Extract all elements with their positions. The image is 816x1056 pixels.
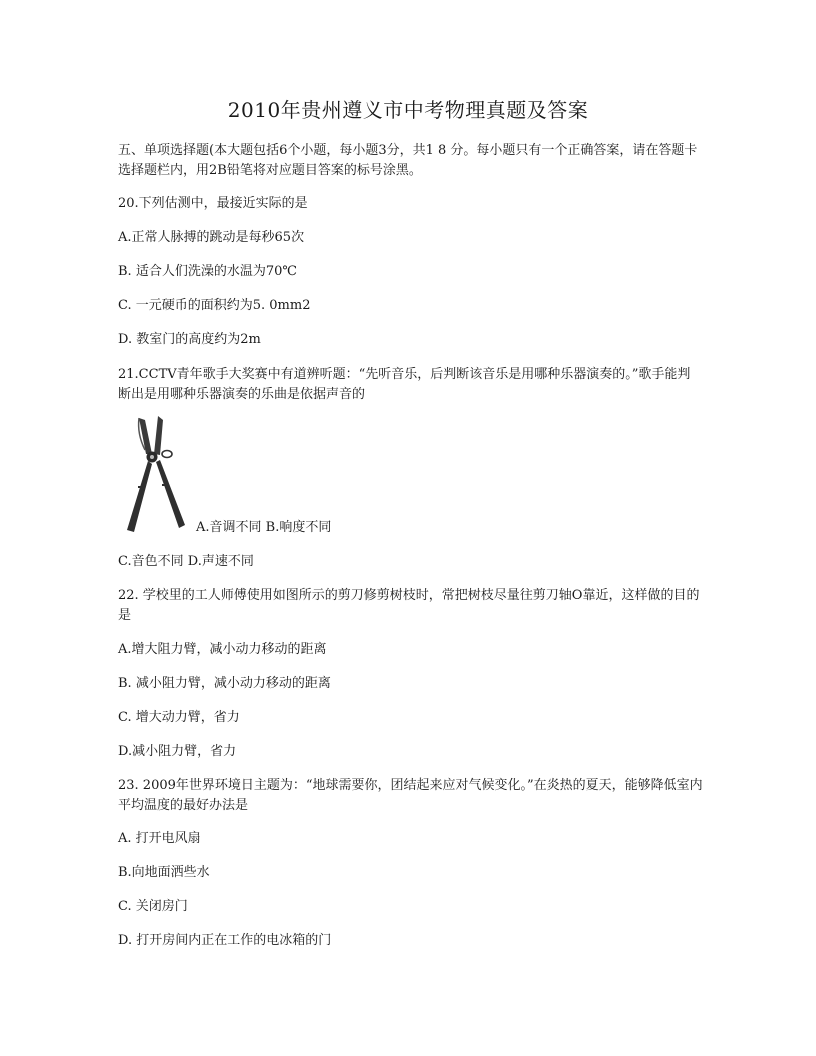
question-22-stem: 22. 学校里的工人师傅使用如图所示的剪刀修剪树枝时，常把树枝尽量往剪刀轴O靠近，这样做的目的是 <box>118 588 700 623</box>
question-20-option-b: B. 适合人们洗澡的水温为70℃ <box>118 264 297 279</box>
question-20-option-a: A.正常人脉搏的跳动是每秒65次 <box>118 230 305 245</box>
section-heading: 五、单项选择题(本大题包括6个小题，每小题3分，共1 8 分。每小题只有一个正确答案，请在答题卡选择题栏内，用2B铅笔将对应题目答案的标号涂黑。 <box>118 143 698 178</box>
question-21-options-ab: A.音调不同 B.响度不同 <box>196 520 332 535</box>
question-21-stem: 21.CCTV青年歌手大奖赛中有道辨听题：“先听音乐，后判断该音乐是用哪种乐器演奏的。”歌手能判断出是用哪种乐器演奏的乐曲是依据声音的 <box>118 367 691 402</box>
question-22-option-d: D.减小阻力臂，省力 <box>118 744 237 759</box>
question-23-stem: 23. 2009年世界环境日主题为：“地球需要你，团结起来应对气候变化。”在炎热的夏天，能够降低室内平均温度的最好办法是 <box>118 778 703 813</box>
question-20-option-c: C. 一元硬币的面积约为5. 0mm2 <box>118 298 311 313</box>
question-22-option-c: C. 增大动力臂，省力 <box>118 710 240 725</box>
question-23-option-b: B.向地面洒些水 <box>118 865 210 880</box>
question-22-option-b: B. 减小阻力臂，减小动力移动的距离 <box>118 676 331 691</box>
question-23-option-a: A. 打开电风扇 <box>118 831 201 846</box>
question-23-option-d: D. 打开房间内正在工作的电冰箱的门 <box>118 933 332 948</box>
question-23-option-c: C. 关闭房门 <box>118 899 188 914</box>
question-22-option-a: A.增大阻力臂，减小动力移动的距离 <box>118 642 327 657</box>
question-20-option-d: D. 教室门的高度约为2m <box>118 332 261 347</box>
page-title: 2010年贵州遵义市中考物理真题及答案 <box>227 98 589 122</box>
pruning-shears-icon <box>118 414 192 536</box>
question-21-options-cd: C.音色不同 D.声速不同 <box>118 554 254 569</box>
question-20-stem: 20.下列估测中，最接近实际的是 <box>118 196 308 211</box>
